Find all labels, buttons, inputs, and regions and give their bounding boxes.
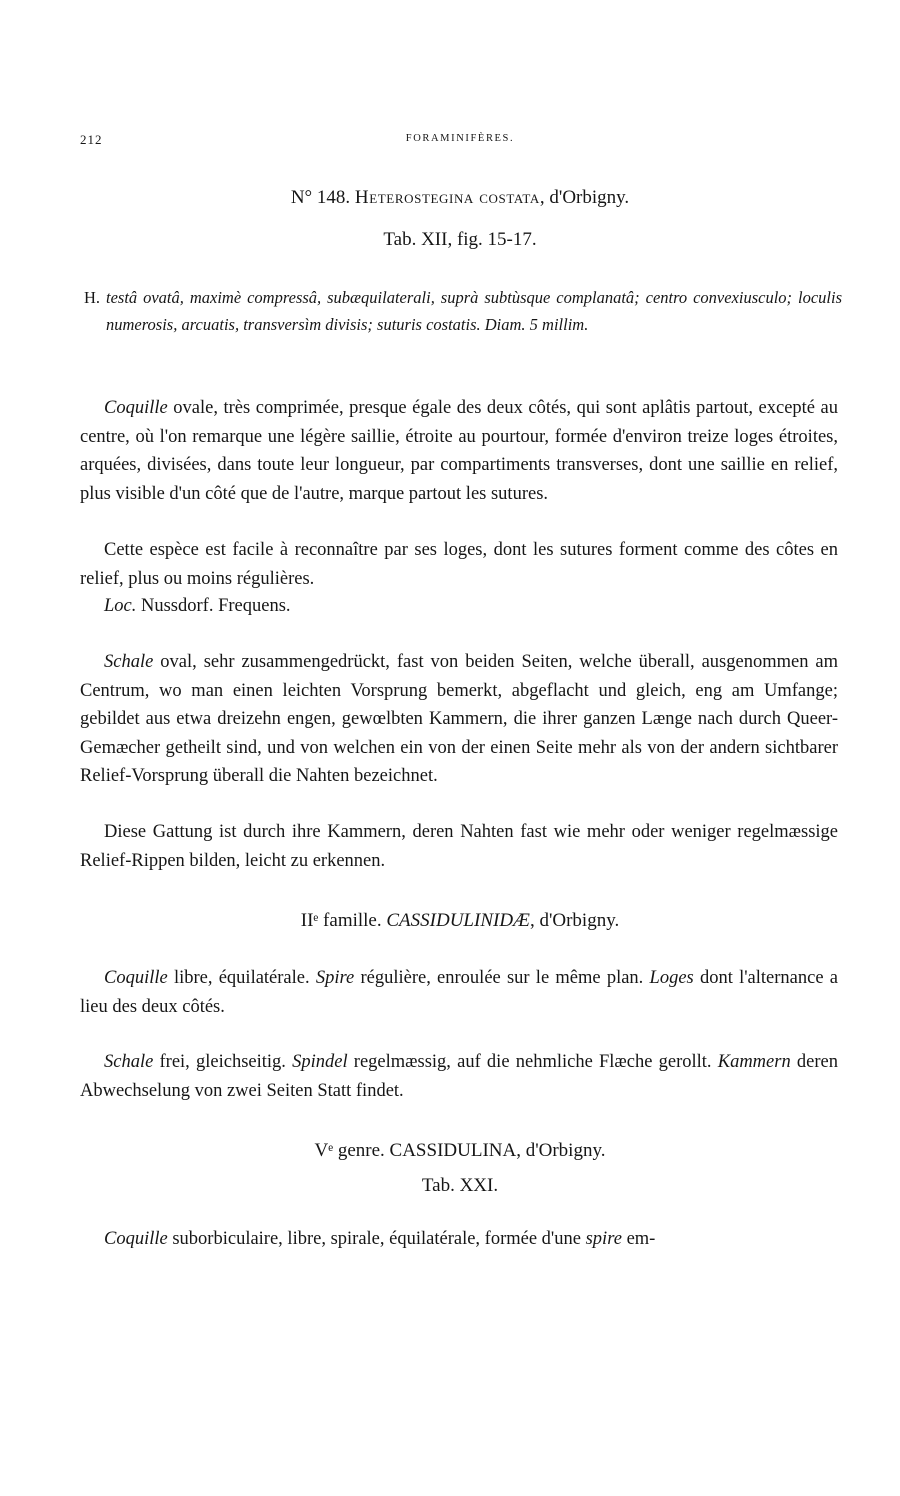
family-de-text-1: frei, gleichseitig. xyxy=(153,1052,293,1072)
family-de-text-3: deren Abwechselung von zwei Seiten Statt findet. xyxy=(80,1052,838,1101)
german-description-text: oval, sehr zusammengedrückt, fast von beiden Seiten, welche überall, ausgenommen am Centrum, wo man einen leichten Vorsprung bemerkt, abgeflacht und gleich, eng am Umfange; gebildet aus etwa dreizehn engen, gewœlbten Kammern, die ihrer ganzen Længe nach durch Queer-Gemæcher getheilt sind, und von welchen ein von der einen Seite mehr als von der andern sichtbarer Relief-Vorsprung überall die Nahten bezeichnet. xyxy=(80,652,838,786)
german-remark: Diese Gattung ist durch ihre Kammern, deren Nahten fast wie mehr oder weniger regelmæssige Relief-Rippen bilden, leicht zu erkennen. xyxy=(80,822,838,871)
locality-text: Nussdorf. Frequens. xyxy=(136,596,291,616)
genus-french-description xyxy=(80,1225,838,1254)
running-head xyxy=(80,132,840,152)
french-remark: Cette espèce est facile à reconnaître par ses loges, dont les sutures forment comme des côtes en relief, plus ou moins régulières. xyxy=(80,540,838,589)
genus-fr-text-2: em- xyxy=(621,1229,656,1249)
family-name: CASSIDULINIDÆ xyxy=(386,910,530,931)
species-number: N° 148. xyxy=(290,187,355,208)
diagnosis-text: testâ ovatâ, maximè compressâ, subæquilaterali, suprà subtùsque complanatâ; centro convexiusculo; loculis numerosis, arcuatis, transversìm divisis; suturis costatis. Diam. 5 millim. xyxy=(106,288,842,334)
species-author: , d'Orbigny. xyxy=(539,187,630,208)
family-fr-term-loges: Loges xyxy=(649,968,694,988)
species-title xyxy=(80,187,840,209)
german-description xyxy=(80,648,838,791)
family-rank: IIᵉ famille. xyxy=(300,910,387,931)
species-plate: Tab. XII, fig. 15-17. xyxy=(383,229,537,250)
family-de-term-kammern: Kammern xyxy=(717,1052,791,1072)
genus-title: Vᵉ genre. CASSIDULINA, d'Orbigny. xyxy=(314,1140,606,1161)
genus-fr-term-coquille: Coquille xyxy=(104,1229,168,1249)
genus-plate: Tab. XXI. xyxy=(421,1175,499,1196)
family-fr-text-2: régulière, enroulée sur le même plan. xyxy=(354,968,650,988)
german-term: Schale xyxy=(104,652,154,672)
locality xyxy=(80,592,838,621)
latin-diagnosis xyxy=(84,284,842,338)
family-french-description xyxy=(80,964,838,1021)
running-title: FORAMINIFÈRES. xyxy=(405,133,515,144)
family-german-description xyxy=(80,1048,838,1105)
family-title xyxy=(80,910,840,932)
family-author: , d'Orbigny. xyxy=(529,910,620,931)
locality-term: Loc. xyxy=(104,596,137,616)
family-de-term-spindel: Spindel xyxy=(292,1052,348,1072)
family-fr-text-1: libre, équilatérale. xyxy=(167,968,316,988)
french-description-text: ovale, très comprimée, presque égale des deux côtés, qui sont aplâtis partout, excepté au centre, où l'on remarque une légère saillie, étroite au pourtour, formée d'environ treize loges étroites, arquées, divisées, dans toute leur longueur, par compartiments transverses, dont une saillie en relief, plus visible d'un côté que de l'autre, marque partout les sutures. xyxy=(80,398,838,504)
family-fr-text-3: dont l'alternance a lieu des deux côtés. xyxy=(80,968,838,1017)
family-de-term-schale: Schale xyxy=(104,1052,154,1072)
page-number: 212 xyxy=(80,132,103,147)
family-fr-term-coquille: Coquille xyxy=(104,968,168,988)
family-de-text-2: regelmæssig, auf die nehmliche Flæche gerollt. xyxy=(347,1052,718,1072)
family-fr-term-spire: Spire xyxy=(315,968,355,988)
genus-fr-text-1: suborbiculaire, libre, spirale, équilatérale, formée d'une xyxy=(167,1229,586,1249)
genus-fr-term-spire: spire xyxy=(585,1229,622,1249)
french-description xyxy=(80,394,838,508)
species-name: Heterostegina costata xyxy=(354,187,540,208)
diagnosis-genus-initial: H. xyxy=(84,288,106,307)
french-term: Coquille xyxy=(104,398,168,418)
